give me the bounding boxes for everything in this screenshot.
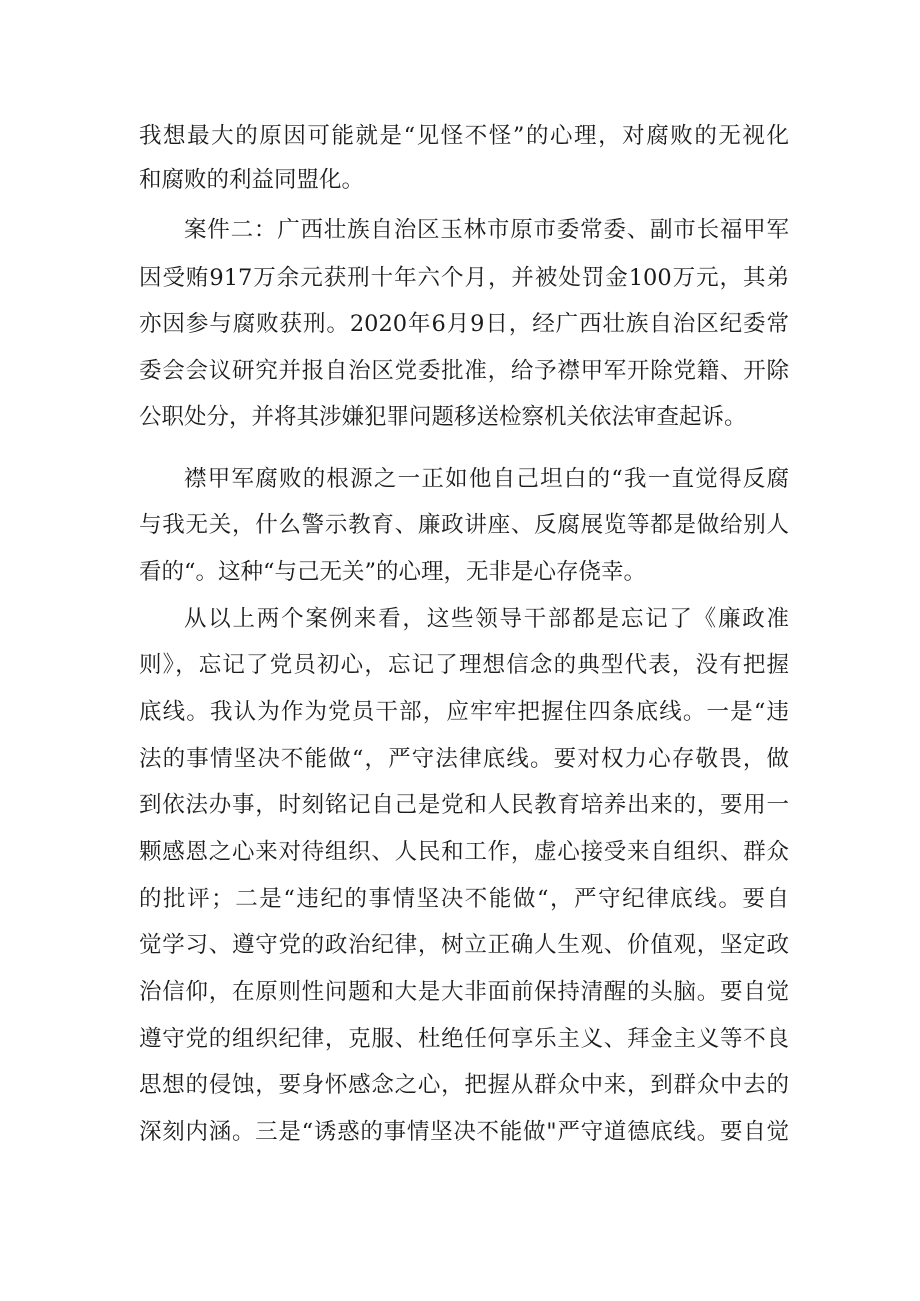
text-line: 看的“。这种“与己无关”的心理，无非是心存侥幸。 — [139, 559, 647, 585]
text-line: 则》，忘记了党员初心，忘记了理想信念的典型代表，没有把握 — [139, 652, 789, 678]
text-line: 治信仰，在原则性问题和大是大非面前保持清醒的头脑。要自觉 — [139, 979, 789, 1005]
text-line: 思想的侵蚀，要身怀感念之心，把握从群众中来，到群众中去的 — [139, 1072, 789, 1098]
text-line: 遵守党的组织纪律，克服、杜绝任何享乐主义、拜金主义等不良 — [139, 1026, 789, 1052]
text-line: 法的事情坚决不能做“，严守法律底线。要对权力心存敬畏，做 — [139, 746, 789, 772]
text-line: 颗感恩之心来对待组织、人民和工作，虚心接受来自组织、群众 — [139, 839, 789, 865]
text-line: 深刻内涵。三是“诱惑的事情坚决不能做"严守道德底线。要自觉 — [139, 1119, 789, 1145]
text-line: 公职处分，并将其涉嫌犯罪问题移送检察机关依法审查起诉。 — [139, 404, 747, 430]
text-line: 因受贿917万余元获刑十年六个月，并被处罚金100万元，其弟 — [139, 265, 789, 291]
text-line: 我想最大的原因可能就是“见怪不怪”的心理，对腐败的无视化 — [139, 123, 789, 149]
text-line: 和腐败的利益同盟化。 — [139, 167, 365, 193]
text-line: 底线。我认为作为党员干部，应牢牢把握住四条底线。一是“违 — [139, 699, 789, 725]
text-line: 襟甲军腐败的根源之一正如他自己坦白的“我一直觉得反腐 — [184, 466, 789, 492]
text-line: 案件二：广西壮族自治区玉林市原市委常委、副市长福甲军 — [184, 217, 789, 243]
text-line: 与我无关，什么警示教育、廉政讲座、反腐展览等都是做给别人 — [139, 512, 789, 538]
text-line: 亦因参与腐败获刑。2020年6月9日，经广西壮族自治区纪委常 — [139, 311, 789, 337]
text-line: 到依法办事，时刻铭记自己是党和人民教育培养出来的，要用一 — [139, 792, 789, 818]
text-line: 从以上两个案例来看，这些领导干部都是忘记了《廉政准 — [184, 606, 789, 632]
text-line: 委会会议研究并报自治区党委批准，给予襟甲军开除党籍、开除 — [139, 358, 789, 384]
text-line: 的批评；二是“违纪的事情坚决不能做“，严守纪律底线。要自 — [139, 886, 789, 912]
text-line: 觉学习、遵守党的政治纪律，树立正确人生观、价值观，坚定政 — [139, 932, 789, 958]
